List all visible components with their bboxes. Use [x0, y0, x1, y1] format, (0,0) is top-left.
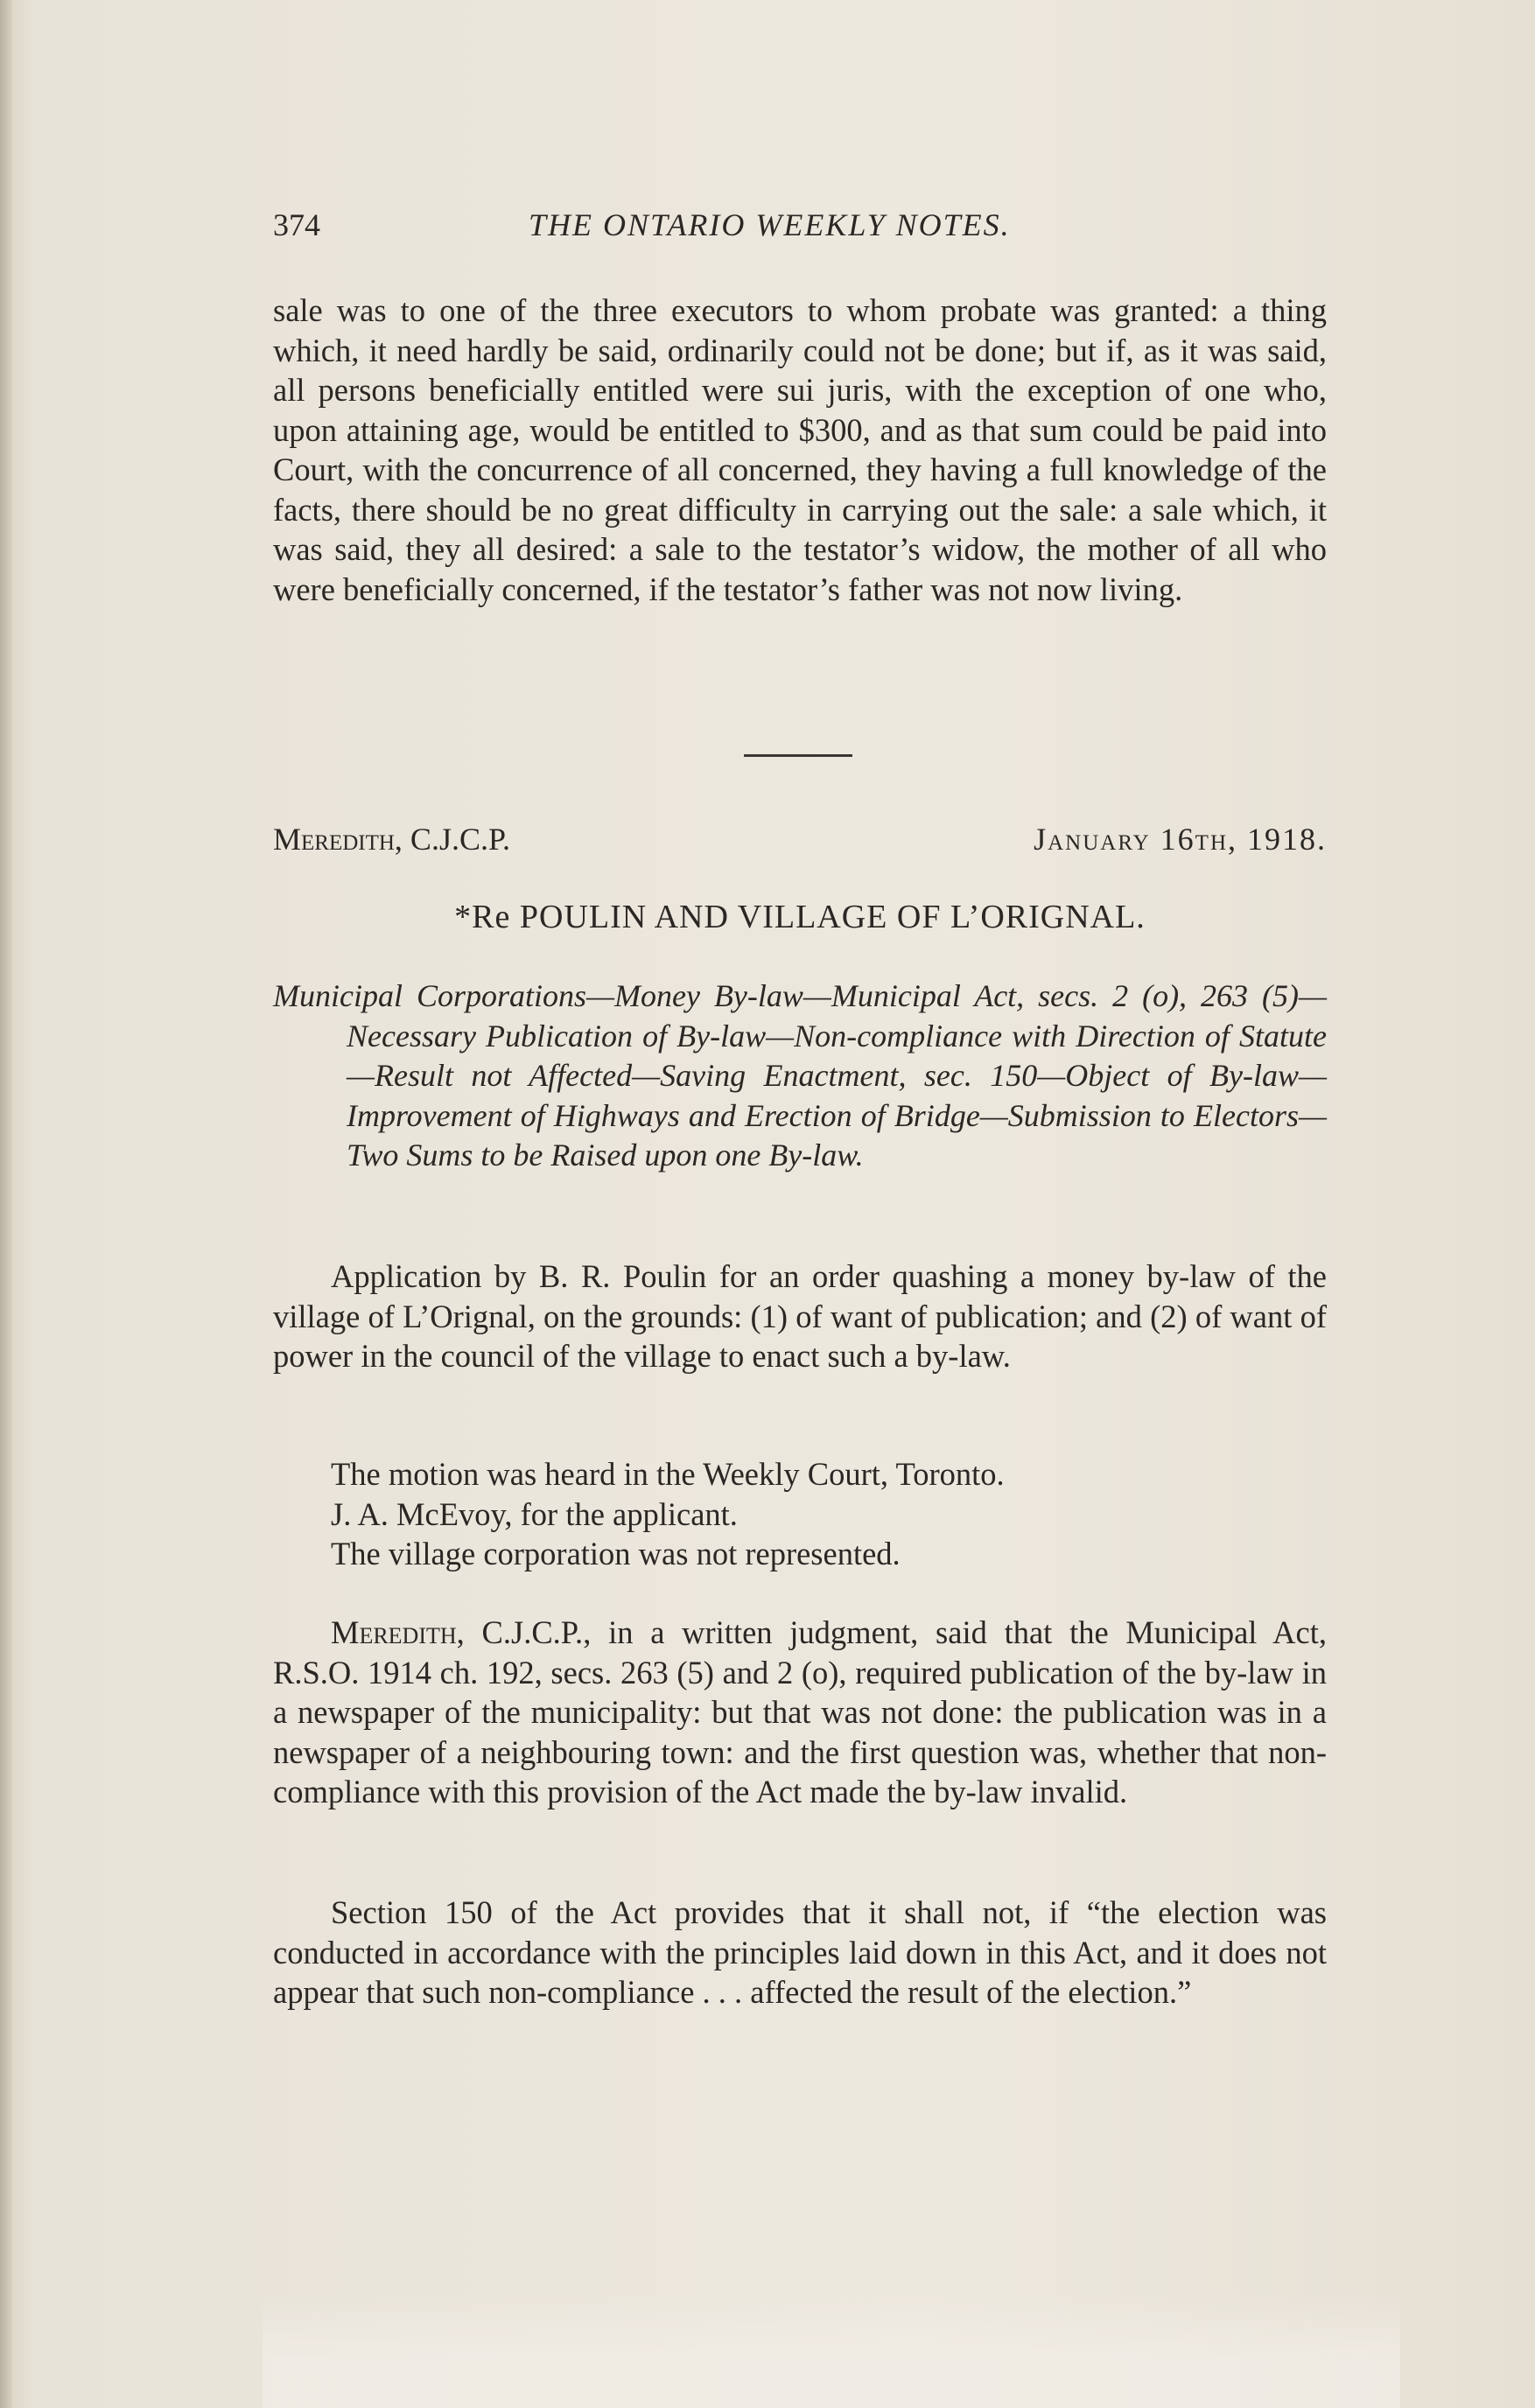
page-edge — [0, 0, 12, 2408]
judgment-judge-name: Meredith, C.J.C.P. — [331, 1614, 584, 1650]
judgment-text: , in a written judgment, said that the Municipal Act, R.S.O. 1914 ch. 192, secs. 263 (5) and 2 (o), required publication of the by-law in a newspaper of the municipality: but that was not done: the publication was in a newspaper of a neighbouring town: and the first question was, whether that non-compliance with this provision of the Act made the by-law invalid. — [273, 1614, 1327, 1810]
case-line — [273, 821, 1327, 864]
judgment-paragraph — [273, 1613, 1327, 1812]
running-head: THE ONTARIO WEEKLY NOTES. — [529, 207, 1011, 242]
case-title: *Re POULIN AND VILLAGE OF L’ORIGNAL. — [454, 899, 1146, 935]
section-divider — [744, 754, 852, 757]
application-paragraph: Application by B. R. Poulin for an order quashing a money by-law of the village of L’Orignal, on the grounds: (1) of want of publication; and (2) of want of power in the council of the village to enact such a by-law. — [273, 1258, 1327, 1374]
judgment-date: January 16th, 1918. — [1034, 822, 1327, 857]
counsel-line: J. A. McEvoy, for the applicant. — [331, 1496, 738, 1532]
hearing-line: The motion was heard in the Weekly Court, Toronto. — [331, 1456, 1005, 1492]
headnote: Municipal Corporations—Money By-law—Municipal Act, secs. 2 (o), 263 (5)—Necessary Publication of By-law—Non-compliance with Direction of Statute—Result not Affected—Saving Enactment, sec. 150—Object of By-law—Improvement of Highways and Erection of Bridge—Submission to Electors—Two Sums to be Raised upon one By-law. — [273, 978, 1327, 1172]
intro-paragraph: sale was to one of the three executors to whom probate was granted: a thing which, it need hardly be said, ordinarily could not be done; but if, as it was said, all persons beneficially entitled were sui juris, with the exception of one who, upon attaining age, would be entitled to $300, and as that sum could be paid into Court, with the concurrence of all concerned, they having a full knowledge of the facts, there should be no great difficulty in carrying out the sale: a sale which, it was said, they all desired: a sale to the testator’s widow, the mother of all who were beneficially concerned, if the testator’s father was not now living. — [273, 292, 1327, 607]
page-smudge — [263, 2292, 1400, 2408]
page-header — [273, 206, 1327, 256]
judge-name: Meredith, C.J.C.P. — [273, 822, 510, 857]
section-paragraph: Section 150 of the Act provides that it shall not, if “the election was conducted in accordance with the principles laid down in this Act, and it does not appear that such non-compliance . . . affected the result of the election.” — [273, 1894, 1327, 2010]
page-number: 374 — [273, 207, 320, 242]
respondent-line: The village corporation was not represented. — [331, 1536, 901, 1572]
